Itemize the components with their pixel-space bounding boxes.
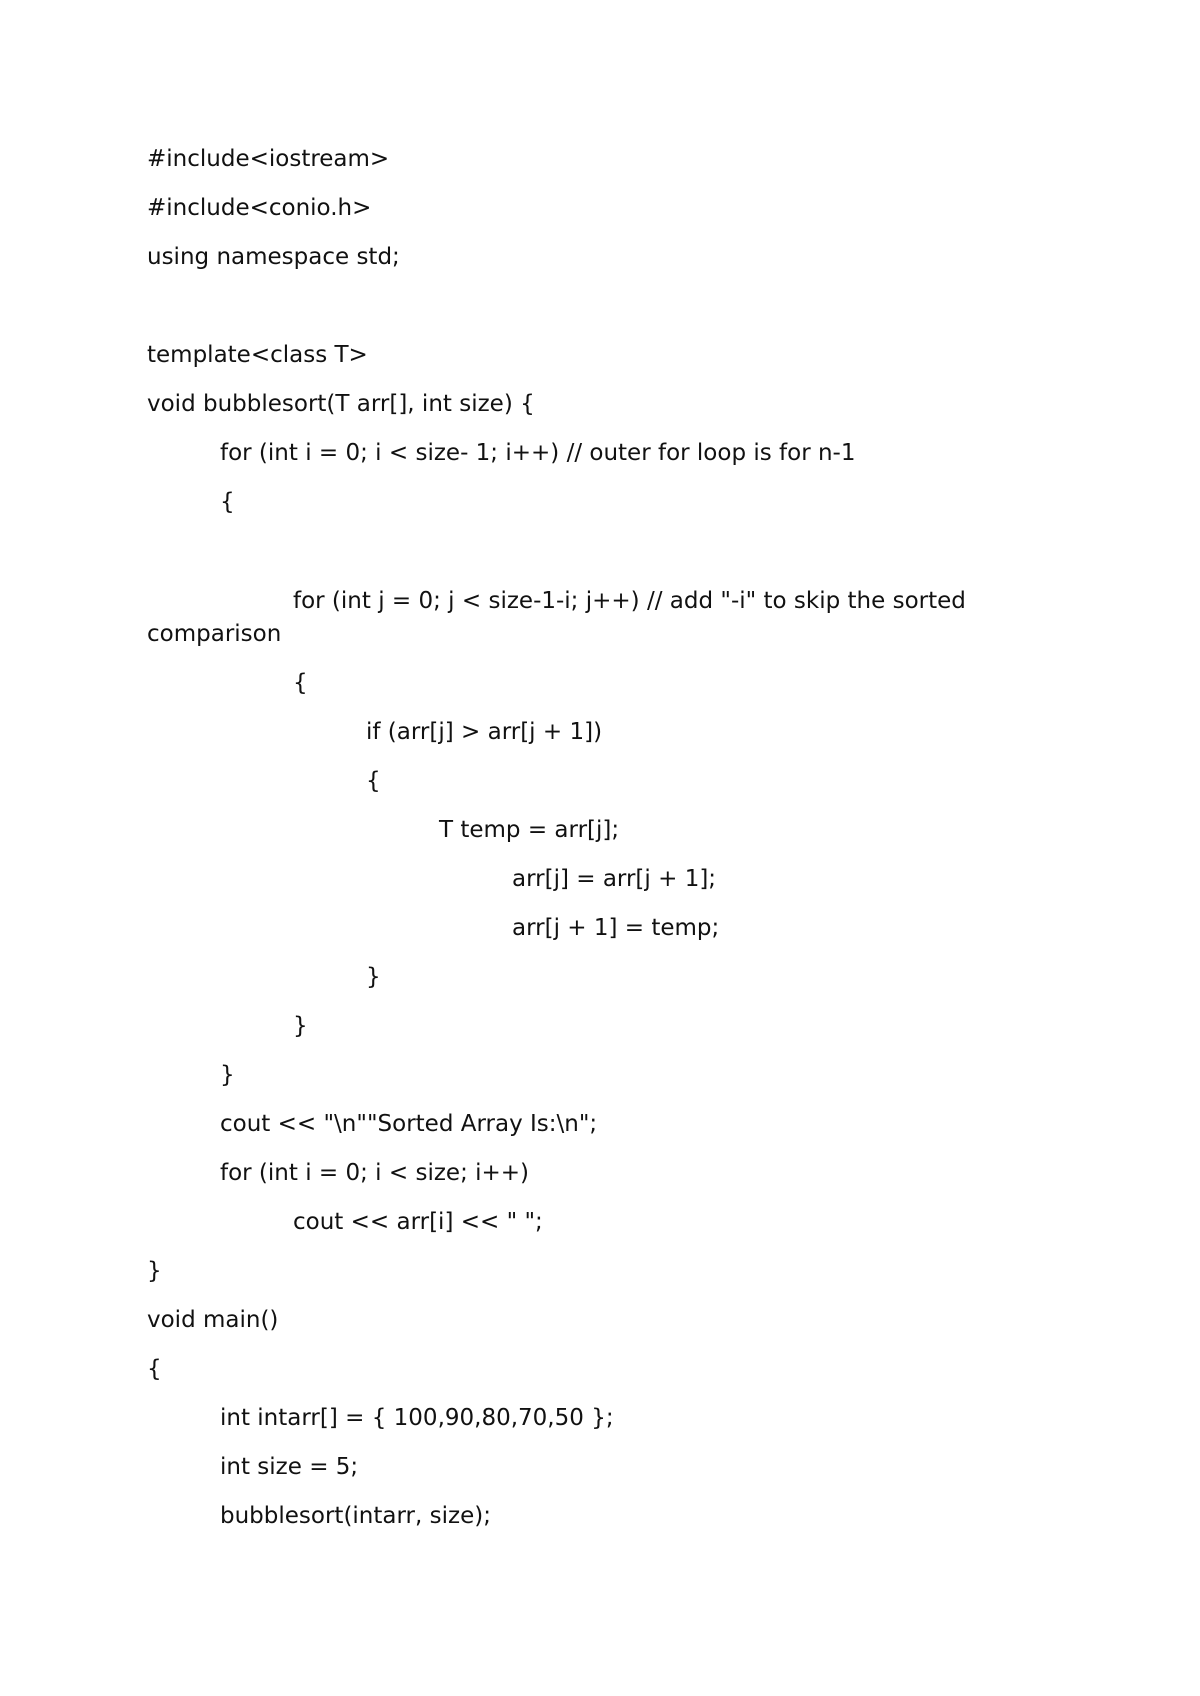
code-line: void bubblesort(T arr[], int size) { bbox=[147, 391, 535, 417]
code-line-wrap: comparison bbox=[147, 621, 282, 647]
code-line: arr[j + 1] = temp; bbox=[512, 915, 720, 941]
code-line: { bbox=[366, 768, 381, 794]
code-line: bubblesort(intarr, size); bbox=[220, 1503, 491, 1529]
code-line: } bbox=[147, 1258, 162, 1284]
code-line: cout << "\n""Sorted Array Is:\n"; bbox=[220, 1111, 598, 1137]
code-line: template<class T> bbox=[147, 342, 368, 368]
code-line: void main() bbox=[147, 1307, 279, 1333]
code-line: T temp = arr[j]; bbox=[439, 817, 620, 843]
code-line: arr[j] = arr[j + 1]; bbox=[512, 866, 717, 892]
code-line: for (int j = 0; j < size-1-i; j++) // add "-i" to skip the sorted bbox=[293, 588, 966, 614]
code-line: int intarr[] = { 100,90,80,70,50 }; bbox=[220, 1405, 614, 1431]
code-line: } bbox=[366, 964, 381, 990]
code-line: { bbox=[147, 1356, 162, 1382]
code-line: } bbox=[220, 1062, 235, 1088]
code-line: for (int i = 0; i < size- 1; i++) // outer for loop is for n-1 bbox=[220, 440, 856, 466]
code-line: { bbox=[220, 489, 235, 515]
code-line: if (arr[j] > arr[j + 1]) bbox=[366, 719, 603, 745]
code-line: } bbox=[293, 1013, 308, 1039]
code-line: using namespace std; bbox=[147, 244, 400, 270]
code-line: int size = 5; bbox=[220, 1454, 359, 1480]
code-line: { bbox=[293, 670, 308, 696]
code-line: cout << arr[i] << " "; bbox=[293, 1209, 543, 1235]
code-line: for (int i = 0; i < size; i++) bbox=[220, 1160, 530, 1186]
code-line: #include<conio.h> bbox=[147, 195, 372, 221]
code-line: #include<iostream> bbox=[147, 146, 390, 172]
